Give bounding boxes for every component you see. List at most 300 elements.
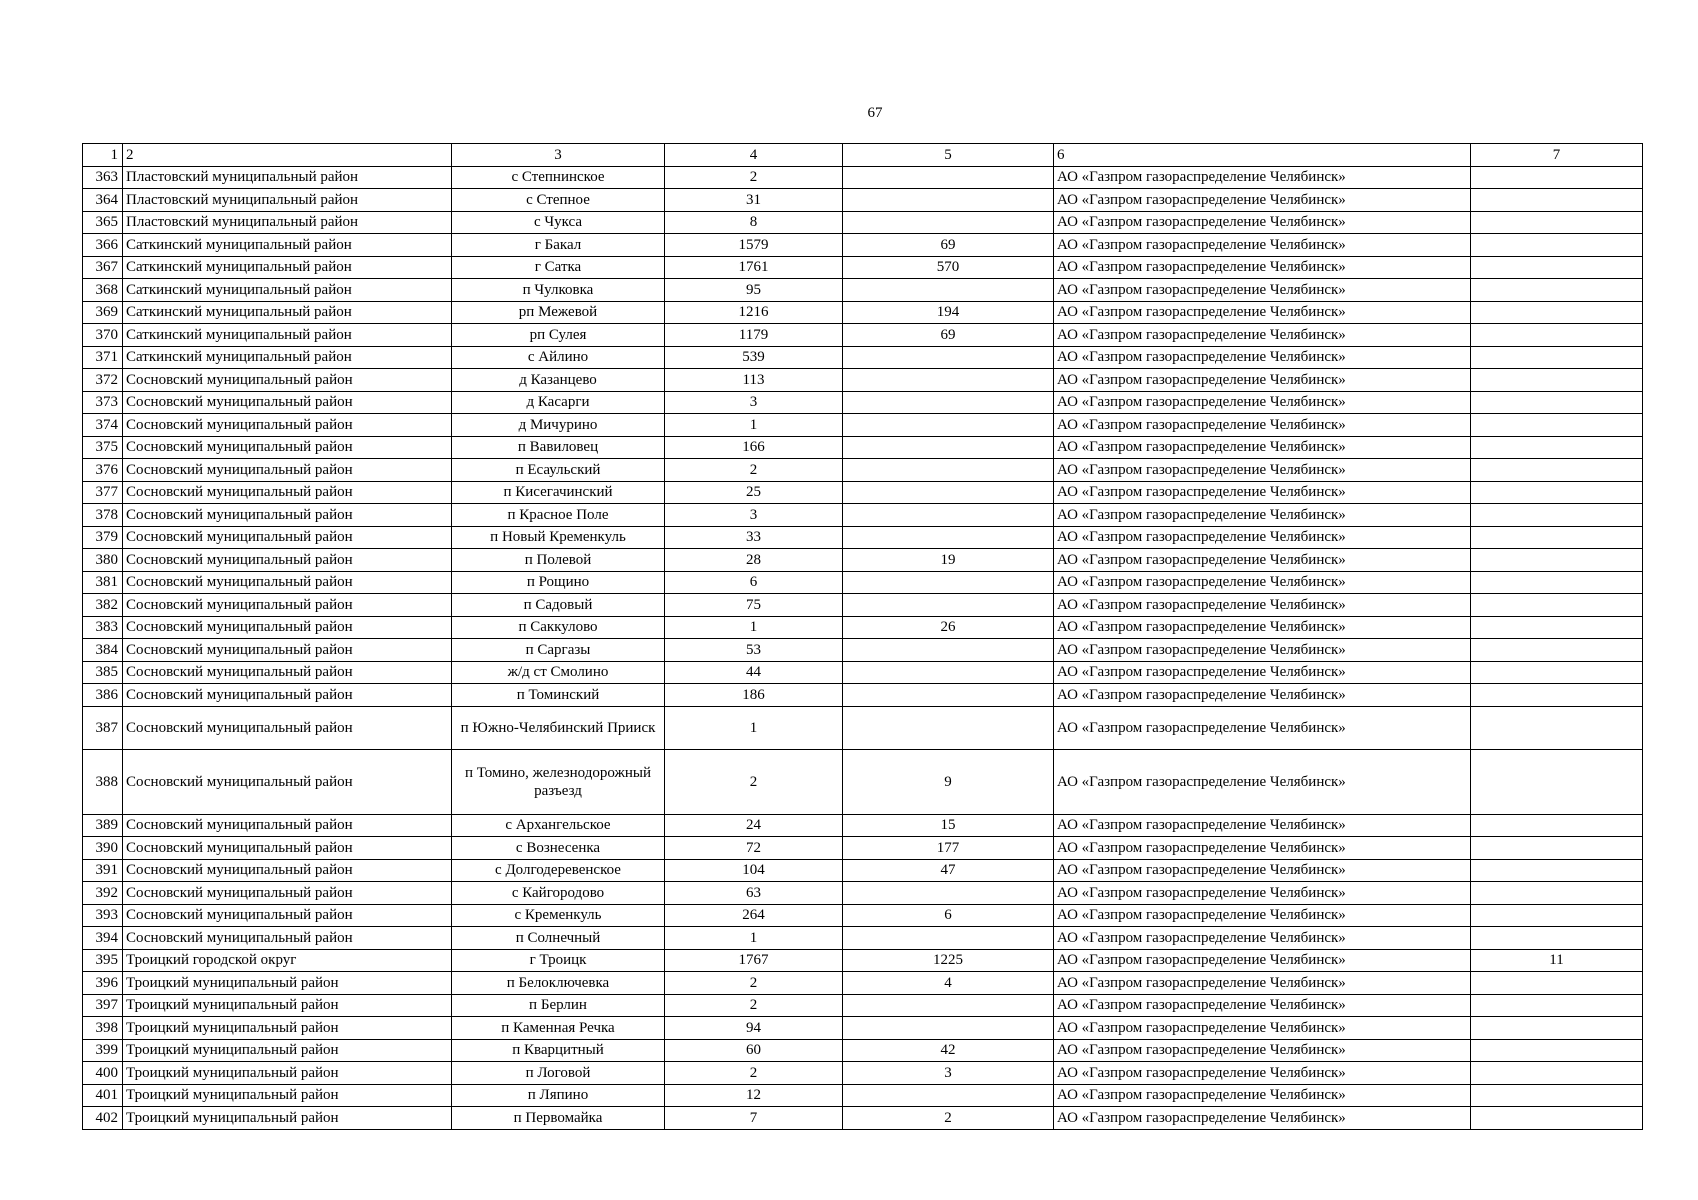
locality-cell: п Кварцитный (452, 1039, 665, 1062)
district-cell: Сосновский муниципальный район (123, 549, 452, 572)
column-5-cell: 69 (843, 324, 1054, 347)
table-row (83, 481, 1643, 504)
table-row (83, 504, 1643, 527)
column-4-cell: 75 (665, 594, 843, 617)
locality-cell: п Садовый (452, 594, 665, 617)
column-4-cell: 1 (665, 414, 843, 437)
locality-cell: п Южно-Челябинский Прииск (452, 706, 665, 749)
table-row (83, 391, 1643, 414)
district-cell: Сосновский муниципальный район (123, 391, 452, 414)
row-number-cell: 380 (83, 549, 123, 572)
table-row (83, 904, 1643, 927)
row-number-cell: 363 (83, 166, 123, 189)
table-row (83, 706, 1643, 749)
table-row (83, 814, 1643, 837)
locality-cell: п Кисегачинский (452, 481, 665, 504)
row-number-cell: 397 (83, 994, 123, 1017)
locality-cell: п Саргазы (452, 639, 665, 662)
column-5-cell (843, 661, 1054, 684)
organization-cell: АО «Газпром газораспределение Челябинск» (1054, 279, 1471, 302)
row-number-cell: 379 (83, 526, 123, 549)
row-number-cell: 395 (83, 949, 123, 972)
district-cell: Троицкий муниципальный район (123, 1062, 452, 1085)
table-row (83, 279, 1643, 302)
district-cell: Саткинский муниципальный район (123, 301, 452, 324)
district-cell: Троицкий муниципальный район (123, 1017, 452, 1040)
row-number-cell: 376 (83, 459, 123, 482)
table-header-row (83, 144, 1643, 167)
row-number-cell: 374 (83, 414, 123, 437)
organization-cell: АО «Газпром газораспределение Челябинск» (1054, 814, 1471, 837)
column-5-cell (843, 211, 1054, 234)
column-5-cell (843, 166, 1054, 189)
organization-cell: АО «Газпром газораспределение Челябинск» (1054, 256, 1471, 279)
column-7-cell (1471, 904, 1643, 927)
table-row (83, 994, 1643, 1017)
row-number-cell: 396 (83, 972, 123, 995)
column-5-cell: 15 (843, 814, 1054, 837)
column-7-cell (1471, 749, 1643, 814)
row-number-cell: 387 (83, 706, 123, 749)
column-7-cell (1471, 1039, 1643, 1062)
district-cell: Саткинский муниципальный район (123, 279, 452, 302)
district-cell: Сосновский муниципальный район (123, 749, 452, 814)
column-7-cell (1471, 279, 1643, 302)
table-row (83, 414, 1643, 437)
locality-cell: п Каменная Речка (452, 1017, 665, 1040)
row-number-cell: 378 (83, 504, 123, 527)
table-row (83, 1062, 1643, 1085)
column-7-cell (1471, 706, 1643, 749)
organization-cell: АО «Газпром газораспределение Челябинск» (1054, 234, 1471, 257)
organization-cell: АО «Газпром газораспределение Челябинск» (1054, 436, 1471, 459)
row-number-cell: 401 (83, 1084, 123, 1107)
column-7-cell (1471, 814, 1643, 837)
column-5-cell (843, 481, 1054, 504)
column-4-cell: 186 (665, 684, 843, 707)
row-number-cell: 367 (83, 256, 123, 279)
row-number-cell: 393 (83, 904, 123, 927)
column-4-cell: 1 (665, 616, 843, 639)
column-5-cell (843, 1017, 1054, 1040)
column-4-cell: 31 (665, 189, 843, 212)
organization-cell: АО «Газпром газораспределение Челябинск» (1054, 459, 1471, 482)
column-4-cell: 2 (665, 994, 843, 1017)
locality-cell: п Белоключевка (452, 972, 665, 995)
organization-cell: АО «Газпром газораспределение Челябинск» (1054, 882, 1471, 905)
district-cell: Сосновский муниципальный район (123, 837, 452, 860)
organization-cell: АО «Газпром газораспределение Челябинск» (1054, 571, 1471, 594)
column-4-cell: 12 (665, 1084, 843, 1107)
row-number-cell: 381 (83, 571, 123, 594)
district-cell: Саткинский муниципальный район (123, 256, 452, 279)
locality-cell: п Чулковка (452, 279, 665, 302)
column-4-cell: 1216 (665, 301, 843, 324)
column-7-cell (1471, 1107, 1643, 1130)
column-7-cell (1471, 684, 1643, 707)
header-cell-4: 4 (665, 144, 843, 167)
district-cell: Саткинский муниципальный район (123, 234, 452, 257)
table-row (83, 189, 1643, 212)
organization-cell: АО «Газпром газораспределение Челябинск» (1054, 1084, 1471, 1107)
organization-cell: АО «Газпром газораспределение Челябинск» (1054, 904, 1471, 927)
locality-cell: п Красное Поле (452, 504, 665, 527)
locality-cell: с Айлино (452, 346, 665, 369)
column-4-cell: 94 (665, 1017, 843, 1040)
organization-cell: АО «Газпром газораспределение Челябинск» (1054, 369, 1471, 392)
locality-cell: г Бакал (452, 234, 665, 257)
table-row (83, 616, 1643, 639)
row-number-cell: 388 (83, 749, 123, 814)
column-7-cell (1471, 391, 1643, 414)
row-number-cell: 382 (83, 594, 123, 617)
table-row (83, 234, 1643, 257)
header-cell-2: 2 (123, 144, 452, 167)
table-row (83, 837, 1643, 860)
locality-cell: п Вавиловец (452, 436, 665, 459)
organization-cell: АО «Газпром газораспределение Челябинск» (1054, 301, 1471, 324)
column-7-cell (1471, 594, 1643, 617)
organization-cell: АО «Газпром газораспределение Челябинск» (1054, 346, 1471, 369)
locality-cell: п Рощино (452, 571, 665, 594)
column-7-cell (1471, 616, 1643, 639)
data-table (82, 143, 1643, 1130)
column-4-cell: 539 (665, 346, 843, 369)
table-row (83, 684, 1643, 707)
column-5-cell (843, 504, 1054, 527)
organization-cell: АО «Газпром газораспределение Челябинск» (1054, 1062, 1471, 1085)
locality-cell: п Саккулово (452, 616, 665, 639)
organization-cell: АО «Газпром газораспределение Челябинск» (1054, 549, 1471, 572)
column-5-cell (843, 684, 1054, 707)
column-7-cell (1471, 346, 1643, 369)
district-cell: Троицкий муниципальный район (123, 994, 452, 1017)
row-number-cell: 370 (83, 324, 123, 347)
row-number-cell: 373 (83, 391, 123, 414)
locality-cell: п Томинский (452, 684, 665, 707)
district-cell: Сосновский муниципальный район (123, 684, 452, 707)
column-4-cell: 33 (665, 526, 843, 549)
row-number-cell: 399 (83, 1039, 123, 1062)
table-row (83, 166, 1643, 189)
column-7-cell (1471, 481, 1643, 504)
table-row (83, 594, 1643, 617)
column-5-cell: 177 (843, 837, 1054, 860)
table-row (83, 346, 1643, 369)
column-4-cell: 1179 (665, 324, 843, 347)
column-5-cell (843, 459, 1054, 482)
column-5-cell (843, 436, 1054, 459)
table-row (83, 1039, 1643, 1062)
column-5-cell (843, 571, 1054, 594)
district-cell: Сосновский муниципальный район (123, 526, 452, 549)
column-4-cell: 53 (665, 639, 843, 662)
column-7-cell (1471, 166, 1643, 189)
locality-cell: с Степное (452, 189, 665, 212)
organization-cell: АО «Газпром газораспределение Челябинск» (1054, 1039, 1471, 1062)
organization-cell: АО «Газпром газораспределение Челябинск» (1054, 749, 1471, 814)
locality-cell: с Степнинское (452, 166, 665, 189)
column-4-cell: 1 (665, 706, 843, 749)
district-cell: Троицкий городской округ (123, 949, 452, 972)
column-4-cell: 7 (665, 1107, 843, 1130)
row-number-cell: 383 (83, 616, 123, 639)
district-cell: Сосновский муниципальный район (123, 927, 452, 950)
column-5-cell: 4 (843, 972, 1054, 995)
district-cell: Сосновский муниципальный район (123, 481, 452, 504)
row-number-cell: 377 (83, 481, 123, 504)
locality-cell: п Логовой (452, 1062, 665, 1085)
column-7-cell (1471, 972, 1643, 995)
district-cell: Пластовский муниципальный район (123, 166, 452, 189)
table-row (83, 324, 1643, 347)
district-cell: Пластовский муниципальный район (123, 211, 452, 234)
locality-cell: п Солнечный (452, 927, 665, 950)
header-cell-5: 5 (843, 144, 1054, 167)
table-row (83, 459, 1643, 482)
row-number-cell: 369 (83, 301, 123, 324)
row-number-cell: 375 (83, 436, 123, 459)
column-4-cell: 6 (665, 571, 843, 594)
column-4-cell: 24 (665, 814, 843, 837)
locality-cell: г Троицк (452, 949, 665, 972)
locality-cell: п Полевой (452, 549, 665, 572)
column-7-cell (1471, 211, 1643, 234)
district-cell: Троицкий муниципальный район (123, 1084, 452, 1107)
column-7-cell (1471, 436, 1643, 459)
locality-cell: д Казанцево (452, 369, 665, 392)
column-5-cell (843, 526, 1054, 549)
column-7-cell (1471, 1017, 1643, 1040)
row-number-cell: 384 (83, 639, 123, 662)
district-cell: Троицкий муниципальный район (123, 1107, 452, 1130)
column-7-cell (1471, 882, 1643, 905)
column-7-cell (1471, 234, 1643, 257)
table-row (83, 1084, 1643, 1107)
column-4-cell: 2 (665, 749, 843, 814)
column-5-cell (843, 706, 1054, 749)
locality-cell: рп Межевой (452, 301, 665, 324)
column-5-cell: 47 (843, 859, 1054, 882)
locality-cell: с Чукса (452, 211, 665, 234)
column-4-cell: 1767 (665, 949, 843, 972)
table-row (83, 1017, 1643, 1040)
row-number-cell: 400 (83, 1062, 123, 1085)
organization-cell: АО «Газпром газораспределение Челябинск» (1054, 684, 1471, 707)
column-4-cell: 44 (665, 661, 843, 684)
table-row (83, 927, 1643, 950)
column-5-cell (843, 927, 1054, 950)
header-cell-6: 6 (1054, 144, 1471, 167)
locality-cell: с Архангельское (452, 814, 665, 837)
row-number-cell: 385 (83, 661, 123, 684)
column-5-cell: 3 (843, 1062, 1054, 1085)
table-row (83, 369, 1643, 392)
organization-cell: АО «Газпром газораспределение Челябинск» (1054, 972, 1471, 995)
column-4-cell: 113 (665, 369, 843, 392)
row-number-cell: 392 (83, 882, 123, 905)
column-7-cell (1471, 414, 1643, 437)
column-4-cell: 1 (665, 927, 843, 950)
column-7-cell (1471, 504, 1643, 527)
column-5-cell: 26 (843, 616, 1054, 639)
column-7-cell (1471, 526, 1643, 549)
organization-cell: АО «Газпром газораспределение Челябинск» (1054, 616, 1471, 639)
district-cell: Сосновский муниципальный район (123, 882, 452, 905)
column-5-cell (843, 594, 1054, 617)
locality-cell: п Новый Кременкуль (452, 526, 665, 549)
column-5-cell: 9 (843, 749, 1054, 814)
column-4-cell: 264 (665, 904, 843, 927)
organization-cell: АО «Газпром газораспределение Челябинск» (1054, 211, 1471, 234)
column-7-cell (1471, 571, 1643, 594)
organization-cell: АО «Газпром газораспределение Челябинск» (1054, 1107, 1471, 1130)
row-number-cell: 402 (83, 1107, 123, 1130)
district-cell: Троицкий муниципальный район (123, 1039, 452, 1062)
row-number-cell: 386 (83, 684, 123, 707)
column-4-cell: 2 (665, 459, 843, 482)
column-7-cell (1471, 1062, 1643, 1085)
organization-cell: АО «Газпром газораспределение Челябинск» (1054, 706, 1471, 749)
column-4-cell: 1761 (665, 256, 843, 279)
column-4-cell: 72 (665, 837, 843, 860)
column-5-cell: 2 (843, 1107, 1054, 1130)
column-7-cell (1471, 256, 1643, 279)
column-7-cell (1471, 189, 1643, 212)
column-4-cell: 2 (665, 1062, 843, 1085)
column-4-cell: 8 (665, 211, 843, 234)
organization-cell: АО «Газпром газораспределение Челябинск» (1054, 166, 1471, 189)
district-cell: Сосновский муниципальный район (123, 706, 452, 749)
row-number-cell: 391 (83, 859, 123, 882)
organization-cell: АО «Газпром газораспределение Челябинск» (1054, 481, 1471, 504)
organization-cell: АО «Газпром газораспределение Челябинск» (1054, 837, 1471, 860)
table-row (83, 859, 1643, 882)
district-cell: Сосновский муниципальный район (123, 661, 452, 684)
column-7-cell (1471, 459, 1643, 482)
column-4-cell: 28 (665, 549, 843, 572)
locality-cell: п Первомайка (452, 1107, 665, 1130)
column-7-cell (1471, 1084, 1643, 1107)
organization-cell: АО «Газпром газораспределение Челябинск» (1054, 994, 1471, 1017)
column-5-cell: 194 (843, 301, 1054, 324)
district-cell: Сосновский муниципальный район (123, 459, 452, 482)
column-5-cell (843, 1084, 1054, 1107)
row-number-cell: 366 (83, 234, 123, 257)
district-cell: Сосновский муниципальный район (123, 639, 452, 662)
organization-cell: АО «Газпром газораспределение Челябинск» (1054, 949, 1471, 972)
column-4-cell: 63 (665, 882, 843, 905)
column-5-cell (843, 414, 1054, 437)
column-5-cell: 19 (843, 549, 1054, 572)
table-row (83, 526, 1643, 549)
district-cell: Сосновский муниципальный район (123, 504, 452, 527)
district-cell: Сосновский муниципальный район (123, 859, 452, 882)
table-row (83, 256, 1643, 279)
column-5-cell (843, 994, 1054, 1017)
locality-cell: п Ляпино (452, 1084, 665, 1107)
column-4-cell: 25 (665, 481, 843, 504)
organization-cell: АО «Газпром газораспределение Челябинск» (1054, 526, 1471, 549)
organization-cell: АО «Газпром газораспределение Челябинск» (1054, 324, 1471, 347)
table-row (83, 211, 1643, 234)
table-row (83, 749, 1643, 814)
organization-cell: АО «Газпром газораспределение Челябинск» (1054, 661, 1471, 684)
row-number-cell: 368 (83, 279, 123, 302)
column-4-cell: 166 (665, 436, 843, 459)
column-5-cell (843, 189, 1054, 212)
column-7-cell (1471, 927, 1643, 950)
table-row (83, 301, 1643, 324)
header-cell-3: 3 (452, 144, 665, 167)
column-5-cell (843, 346, 1054, 369)
column-4-cell: 3 (665, 504, 843, 527)
column-5-cell: 6 (843, 904, 1054, 927)
district-cell: Сосновский муниципальный район (123, 814, 452, 837)
column-7-cell (1471, 549, 1643, 572)
organization-cell: АО «Газпром газораспределение Челябинск» (1054, 639, 1471, 662)
district-cell: Сосновский муниципальный район (123, 904, 452, 927)
district-cell: Саткинский муниципальный район (123, 346, 452, 369)
row-number-cell: 364 (83, 189, 123, 212)
locality-cell: д Касарги (452, 391, 665, 414)
column-4-cell: 95 (665, 279, 843, 302)
row-number-cell: 389 (83, 814, 123, 837)
column-7-cell (1471, 661, 1643, 684)
organization-cell: АО «Газпром газораспределение Челябинск» (1054, 504, 1471, 527)
column-7-cell (1471, 639, 1643, 662)
organization-cell: АО «Газпром газораспределение Челябинск» (1054, 594, 1471, 617)
column-7-cell (1471, 324, 1643, 347)
page-number: 67 (867, 105, 883, 121)
organization-cell: АО «Газпром газораспределение Челябинск» (1054, 189, 1471, 212)
district-cell: Сосновский муниципальный район (123, 571, 452, 594)
organization-cell: АО «Газпром газораспределение Челябинск» (1054, 414, 1471, 437)
district-cell: Сосновский муниципальный район (123, 594, 452, 617)
table-row (83, 549, 1643, 572)
district-cell: Троицкий муниципальный район (123, 972, 452, 995)
column-4-cell: 2 (665, 972, 843, 995)
column-5-cell (843, 882, 1054, 905)
column-7-cell (1471, 994, 1643, 1017)
table-row (83, 436, 1643, 459)
column-7-cell (1471, 301, 1643, 324)
table-row (83, 882, 1643, 905)
locality-cell: д Мичурино (452, 414, 665, 437)
column-5-cell (843, 369, 1054, 392)
district-cell: Саткинский муниципальный район (123, 324, 452, 347)
district-cell: Сосновский муниципальный район (123, 414, 452, 437)
column-7-cell (1471, 859, 1643, 882)
header-cell-1: 1 (83, 144, 123, 167)
locality-cell: г Сатка (452, 256, 665, 279)
table-row (83, 949, 1643, 972)
organization-cell: АО «Газпром газораспределение Челябинск» (1054, 927, 1471, 950)
locality-cell: рп Сулея (452, 324, 665, 347)
locality-cell: с Вознесенка (452, 837, 665, 860)
row-number-cell: 371 (83, 346, 123, 369)
table-row (83, 639, 1643, 662)
column-5-cell: 570 (843, 256, 1054, 279)
locality-cell: с Долгодеревенское (452, 859, 665, 882)
table-row (83, 661, 1643, 684)
column-7-cell (1471, 369, 1643, 392)
row-number-cell: 398 (83, 1017, 123, 1040)
district-cell: Пластовский муниципальный район (123, 189, 452, 212)
column-5-cell (843, 279, 1054, 302)
column-7-cell (1471, 837, 1643, 860)
column-7-cell: 11 (1471, 949, 1643, 972)
